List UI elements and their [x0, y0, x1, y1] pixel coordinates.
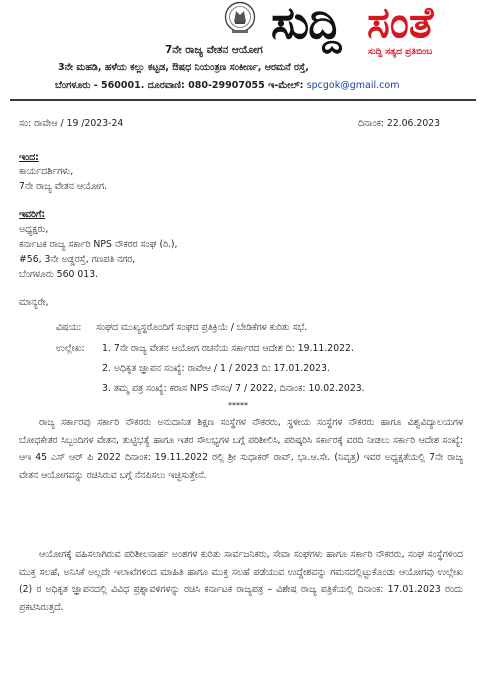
from-line1: ಕಾರ್ಯದರ್ಶಿಗಳು, [19, 166, 74, 177]
to-label: ಇವರಿಗೆ: [19, 209, 46, 220]
karnataka-emblem [224, 1, 256, 35]
to-line3: #56, 3ನೇ ಅಡ್ಡರಸ್ತೆ, ಗಣಪತಿ ನಗರ, [19, 254, 136, 265]
reference-item: 1. 7ನೇ ರಾಜ್ಯ ವೇತನ ಆಯೋಗ ರಚನೆಯ ಸರ್ಕಾರದ ಆದೇಶ ದಿ: 19.11.2022. [102, 343, 354, 354]
contact-line [55, 80, 399, 91]
brand-tagline: ಸುದ್ದಿ ಸತ್ಯದ ಪ್ರತಿಬಿಂಬ [368, 47, 433, 57]
body-paragraph-2: ಆಯೋಗಕ್ಕೆ ವಹಿಸಲಾಗಿರುವ ಪರಿಶೀಲನಾರ್ಹ ಅಂಶಗಳ ಕುರಿತು ಸಾರ್ವಜನಿಕರು, ಸೇವಾ ಸಂಘಗಳು ಹಾಗೂ ಸರ್ಕಾರಿ ನೌಕರರು, ಸಂಘ ಸಂಸ್ಥೆಗಳಿಂದ ಮುಕ್ತ ಸಲಹೆ, ಅನಿಸಿಕೆ ಅಲ್ಲದೇ ಇಲಾಖೆಗಳಿಂದ ಮಾಹಿತಿ ಹಾಗೂ ಮುಕ್ತ ಸಲಹೆ ಪಡೆಯುವ ಉದ್ದೇಶವನ್ನು ಗಮನದಲ್ಲಿಟ್ಟುಕೊಂಡು ಆಯೋಗವು ಉಲ್ಲೇಖ (2) ರ ಅಧಿಕೃತ ಜ್ಞಾಪನದಲ್ಲಿ ವಿವಿಧ ಪ್ರಶ್ನಾವಳಿಗಳನ್ನು ರಚಿಸಿ ಕರ್ನಾಟಕ ರಾಜ್ಯಪತ್ರ – ವಿಶೇಷ ರಾಜ್ಯ ಪತ್ರಿಕೆಯಲ್ಲಿ ದಿನಾಂಕ: 17.01.2023 ರಂದು ಪ್ರಕಟಿಸಿರುತ್ತದೆ. [19, 549, 463, 613]
from-label: ಇಂದ: [19, 152, 39, 163]
to-line1: ಅಧ್ಯಕ್ಷರು, [19, 224, 49, 235]
body-paragraph-1: ರಾಜ್ಯ ಸರ್ಕಾರವು ಸರ್ಕಾರಿ ನೌಕರರು ಅನುದಾನಿತ ಶಿಕ್ಷಣ ಸಂಸ್ಥೆಗಳ ನೌಕರರು, ಸ್ಥಳೀಯ ಸಂಸ್ಥೆಗಳ ನೌಕರರು ಹಾಗೂ ವಿಶ್ವವಿದ್ಯಾಲಯಗಳ ಬೋಧಕೇತರ ಸಿಬ್ಬಂದಿಗಳ ವೇತನ, ತುಟ್ಟಿಭತ್ಯೆ ಹಾಗೂ ಇತರ ಸೌಲಭ್ಯಗಳ ಬಗ್ಗೆ ಪರಿಶೀಲಿಸಿ, ಪರಿಷ್ಕರಿಸಿ ಸರ್ಕಾರಕ್ಕೆ ವರದಿ ನೀಡಲು ಸರ್ಕಾರಿ ಆದೇಶ ಸಂಖ್ಯೆ: ಆಇ 45 ಎಸ್ ಆರ್ ಪಿ 2022 ದಿನಾಂಕ: 19.11.2022 ರಲ್ಲಿ ಶ್ರೀ ಸುಧಾಕರ್ ರಾವ್, ಭಾ.ಆ.ಸೇ. (ನಿವೃತ್ತ) ಇವರ ಅಧ್ಯಕ್ಷತೆಯಲ್ಲಿ 7ನೇ ರಾಜ್ಯ ವೇತನ ಆಯೋಗವನ್ನು ರಚಿಸಿರುವ ಬಗ್ಗೆ ನೆನಪಿಸಲು ಇಚ್ಛಿಸುತ್ತೇನೆ. [19, 417, 463, 481]
reference-item: 3. ತಮ್ಮ ಪತ್ರ ಸಂಖ್ಯೆ: ಕರಾಸ NPS ನೌಸಂ/ 7 / 2022, ದಿನಾಂಕ: 10.02.2023. [102, 383, 365, 394]
contact-text: ಬೆಂಗಳೂರು - 560001. ದೂರವಾಣಿ: 080-29907055 ಇ-ಮೇಲ್: [55, 80, 304, 91]
email-link[interactable]: spcgok@gmail.com [306, 80, 400, 91]
subject-text: ಸಂಘದ ಮುಖ್ಯಸ್ಥರೊಂದಿಗೆ ಸಂಘದ ಪ್ರತಿಕ್ರಿಯೆ / ಬೇಡಿಕೆಗಳ ಕುರಿತು ಸಭೆ. [96, 322, 308, 333]
from-line2: 7ನೇ ರಾಜ್ಯ ವೇತನ ಆಯೋಗ. [19, 181, 108, 192]
reference-item: 2. ಅಧಿಕೃತ ಜ್ಞಾಪನ ಸಂಖ್ಯೆ: ರಾವೇಆ / 1 / 2023 ದಿ: 17.01.2023. [102, 363, 330, 374]
separator: ***** [228, 401, 248, 410]
org-name: 7ನೇ ರಾಜ್ಯ ವೇತನ ಆಯೋಗ [165, 44, 263, 56]
address-line: 3ನೇ ಮಹಡಿ, ಹಳೆಯ ಕಲ್ಲು ಕಟ್ಟಡ, ಔಷಧ ನಿಯಂತ್ರಣ ಸಂಕೀರ್ಣ, ಆರಮನೆ ರಸ್ತೆ, [58, 62, 309, 73]
header-divider [10, 99, 476, 101]
brand-logo-part2: ಸಂತೆ [367, 0, 434, 48]
salutation: ಮಾನ್ಯರೇ, [19, 297, 49, 308]
subject-label: ವಿಷಯ: [56, 322, 82, 333]
ref-date: ದಿನಾಂಕ: 22.06.2023 [358, 118, 441, 129]
references-label: ಉಲ್ಲೇಖ: [56, 343, 85, 354]
to-line2: ಕರ್ನಾಟಕ ರಾಜ್ಯ ಸರ್ಕಾರಿ NPS ನೌಕರರ ಸಂಘ (ರಿ.), [19, 239, 178, 250]
ref-number: ಸಂ: ರಾವೇಆ / 19 /2023-24 [19, 118, 124, 129]
brand-logo-part1: ಸುದ್ದಿ [271, 0, 341, 49]
to-line4: ಬೆಂಗಳೂರು 560 013. [19, 269, 99, 280]
